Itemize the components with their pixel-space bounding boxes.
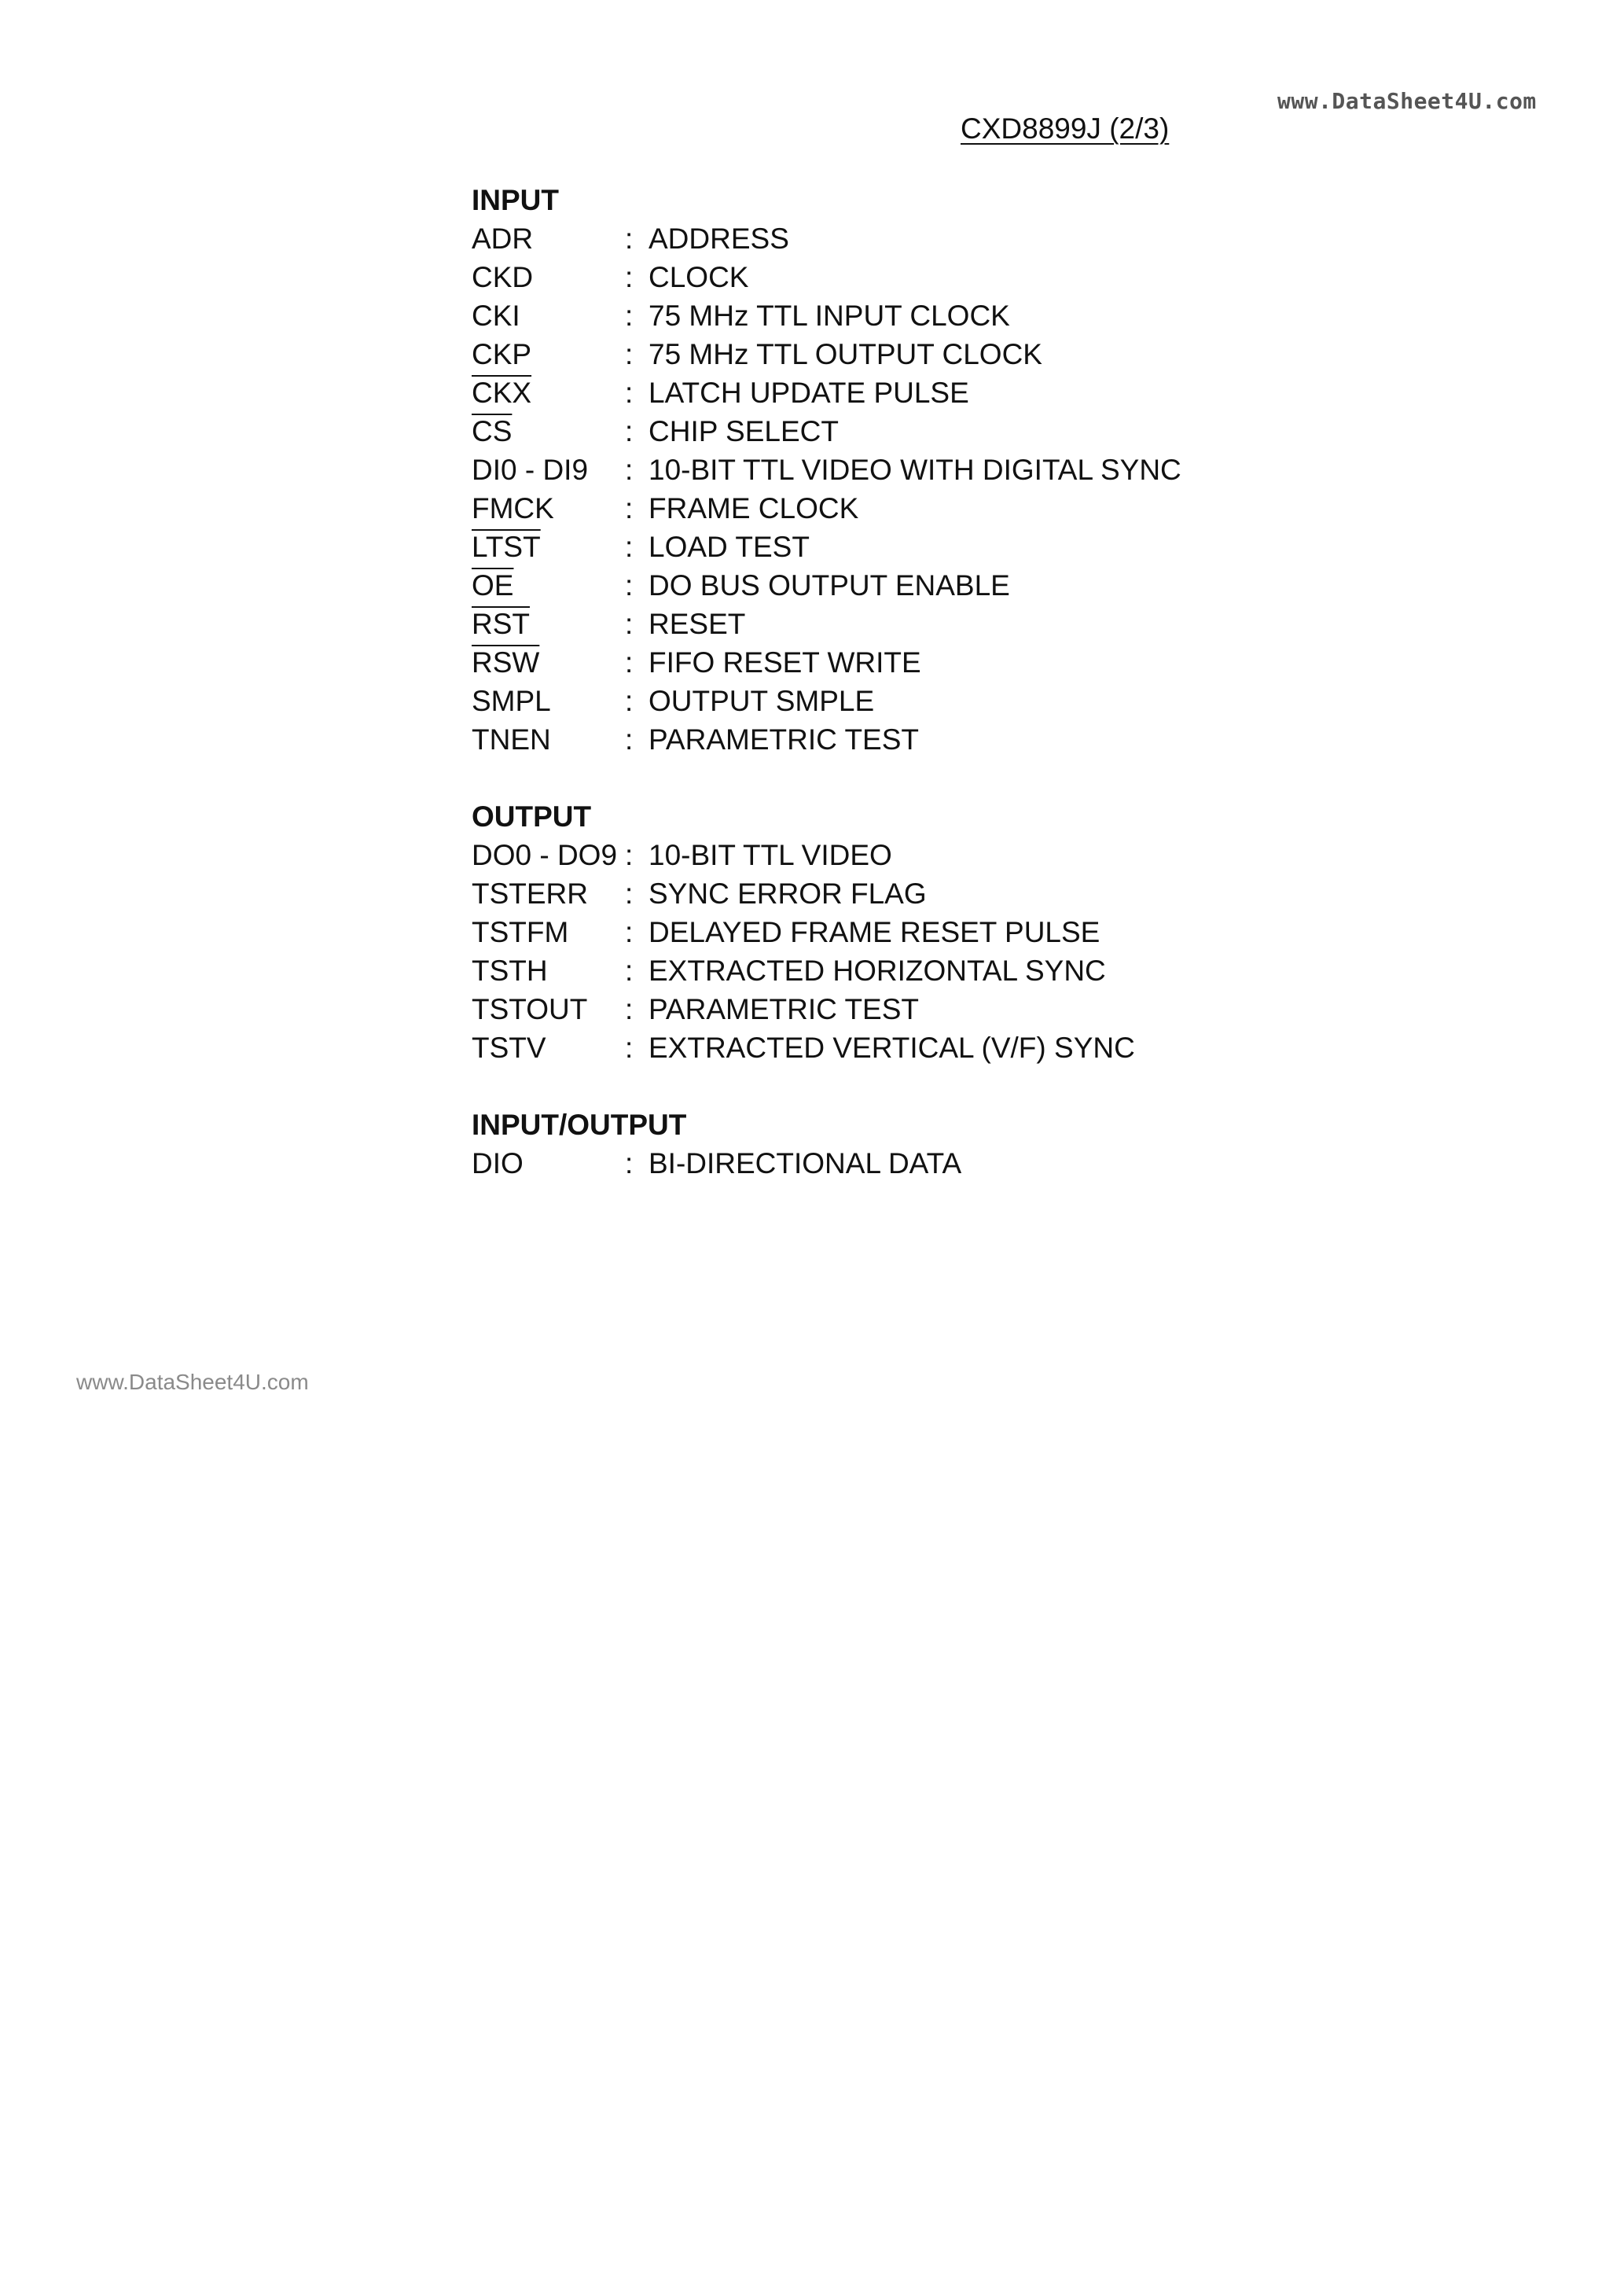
pin-name [472,1144,625,1183]
pin-row [472,990,1494,1028]
pin-row [472,566,1494,605]
pin-description: BI-DIRECTIONAL DATA [648,1147,962,1179]
pin-row [472,720,1494,759]
pin-name [472,720,625,759]
watermark-bottom: www.DataSheet4U.com [76,1370,309,1394]
pin-name-text: TNEN [472,723,551,756]
pin-row [472,335,1494,373]
pin-name-text: TSTH [472,955,548,987]
pin-description: RESET [648,608,746,640]
pin-name-text: $\overline{OE}$ [472,569,514,602]
pin-description: DELAYED FRAME RESET PULSE [648,916,1100,948]
pin-description: PARAMETRIC TEST [648,723,920,756]
pin-row [472,373,1494,412]
section-heading: INPUT [472,184,559,216]
pin-row [472,1028,1494,1067]
pin-row [472,913,1494,951]
pin-separator: : [625,839,634,871]
pin-row [472,836,1494,874]
pin-name [472,335,625,373]
pin-separator: : [625,454,634,486]
pin-section [472,1106,1494,1183]
pin-separator: : [625,569,634,602]
pin-row [472,643,1494,682]
pin-name [472,1028,625,1067]
pin-name-text: ADR [472,223,534,255]
pin-name [472,489,625,528]
pin-name-text: $\overline{CKX}$ [472,377,532,409]
pin-separator: : [625,338,634,370]
pin-name [472,913,625,951]
pin-description: FRAME CLOCK [648,492,859,524]
pin-name [472,874,625,913]
pin-name [472,296,625,335]
pin-name-text: CKP [472,338,532,370]
pin-name-text: DO0 - DO9 [472,839,618,871]
pin-description: OUTPUT SMPLE [648,685,875,717]
pin-separator: : [625,608,634,640]
pin-separator: : [625,878,634,910]
section-heading: INPUT/OUTPUT [472,1109,687,1141]
pin-separator: : [625,492,634,524]
pin-name-text: $\overline{RST}$ [472,608,530,640]
pin-row [472,1144,1494,1183]
pin-row [472,605,1494,643]
pin-description: CLOCK [648,261,749,293]
pin-separator: : [625,955,634,987]
pin-name [472,682,625,720]
pin-name-text: CKD [472,261,534,293]
pin-row [472,219,1494,258]
pin-name [472,258,625,296]
pin-separator: : [625,377,634,409]
pin-row [472,682,1494,720]
pin-name-text: DI0 - DI9 [472,454,589,486]
pin-row [472,451,1494,489]
pin-separator: : [625,993,634,1025]
pin-description: LATCH UPDATE PULSE [648,377,969,409]
pin-row [472,489,1494,528]
pin-row [472,951,1494,990]
pin-name [472,836,625,874]
pin-separator: : [625,300,634,332]
pin-description-list [472,181,1494,1221]
pin-description: 10-BIT TTL VIDEO WITH DIGITAL SYNC [648,454,1181,486]
pin-name [472,566,625,605]
pin-name [472,412,625,451]
pin-separator: : [625,916,634,948]
pin-separator: : [625,223,634,255]
pin-separator: : [625,415,634,447]
pin-description: 75 MHz TTL INPUT CLOCK [648,300,1010,332]
pin-description: 10-BIT TTL VIDEO [648,839,892,871]
pin-name [472,528,625,566]
pin-description: LOAD TEST [648,531,810,563]
section-heading: OUTPUT [472,800,592,833]
pin-row [472,528,1494,566]
pin-name-text: FMCK [472,492,554,524]
pin-separator: : [625,261,634,293]
pin-name-text: TSTFM [472,916,569,948]
pin-row [472,874,1494,913]
pin-name [472,451,625,489]
pin-description: 75 MHz TTL OUTPUT CLOCK [648,338,1042,370]
pin-description: DO BUS OUTPUT ENABLE [648,569,1010,602]
pin-description: PARAMETRIC TEST [648,993,920,1025]
pin-name-text: SMPL [472,685,551,717]
pin-description: CHIP SELECT [648,415,839,447]
watermark-top: www.DataSheet4U.com [1277,88,1537,114]
document-id: CXD8899J (2/3) [961,112,1170,145]
pin-name [472,951,625,990]
pin-name-text: DIO [472,1147,524,1179]
pin-name-text: $\overline{CS}$ [472,415,513,447]
pin-separator: : [625,1147,634,1179]
pin-name-text: TSTOUT [472,993,588,1025]
pin-name-text: LTST [472,531,541,563]
pin-name [472,373,625,412]
pin-row [472,296,1494,335]
pin-description: EXTRACTED VERTICAL (V/F) SYNC [648,1032,1135,1064]
pin-description: SYNC ERROR FLAG [648,878,927,910]
pin-description: EXTRACTED HORIZONTAL SYNC [648,955,1106,987]
pin-name [472,990,625,1028]
pin-name [472,643,625,682]
pin-name [472,605,625,643]
pin-separator: : [625,685,634,717]
pin-section [472,797,1494,1067]
pin-row [472,412,1494,451]
pin-separator: : [625,723,634,756]
pin-section [472,181,1494,759]
pin-separator: : [625,1032,634,1064]
pin-row [472,258,1494,296]
pin-separator: : [625,531,634,563]
pin-description: ADDRESS [648,223,789,255]
pin-separator: : [625,646,634,679]
pin-name-text: TSTV [472,1032,546,1064]
pin-name-text: TSTERR [472,878,588,910]
pin-name-text: $\overline{RSW}$ [472,646,540,679]
pin-name [472,219,625,258]
pin-description: FIFO RESET WRITE [648,646,921,679]
pin-name-text: CKI [472,300,520,332]
